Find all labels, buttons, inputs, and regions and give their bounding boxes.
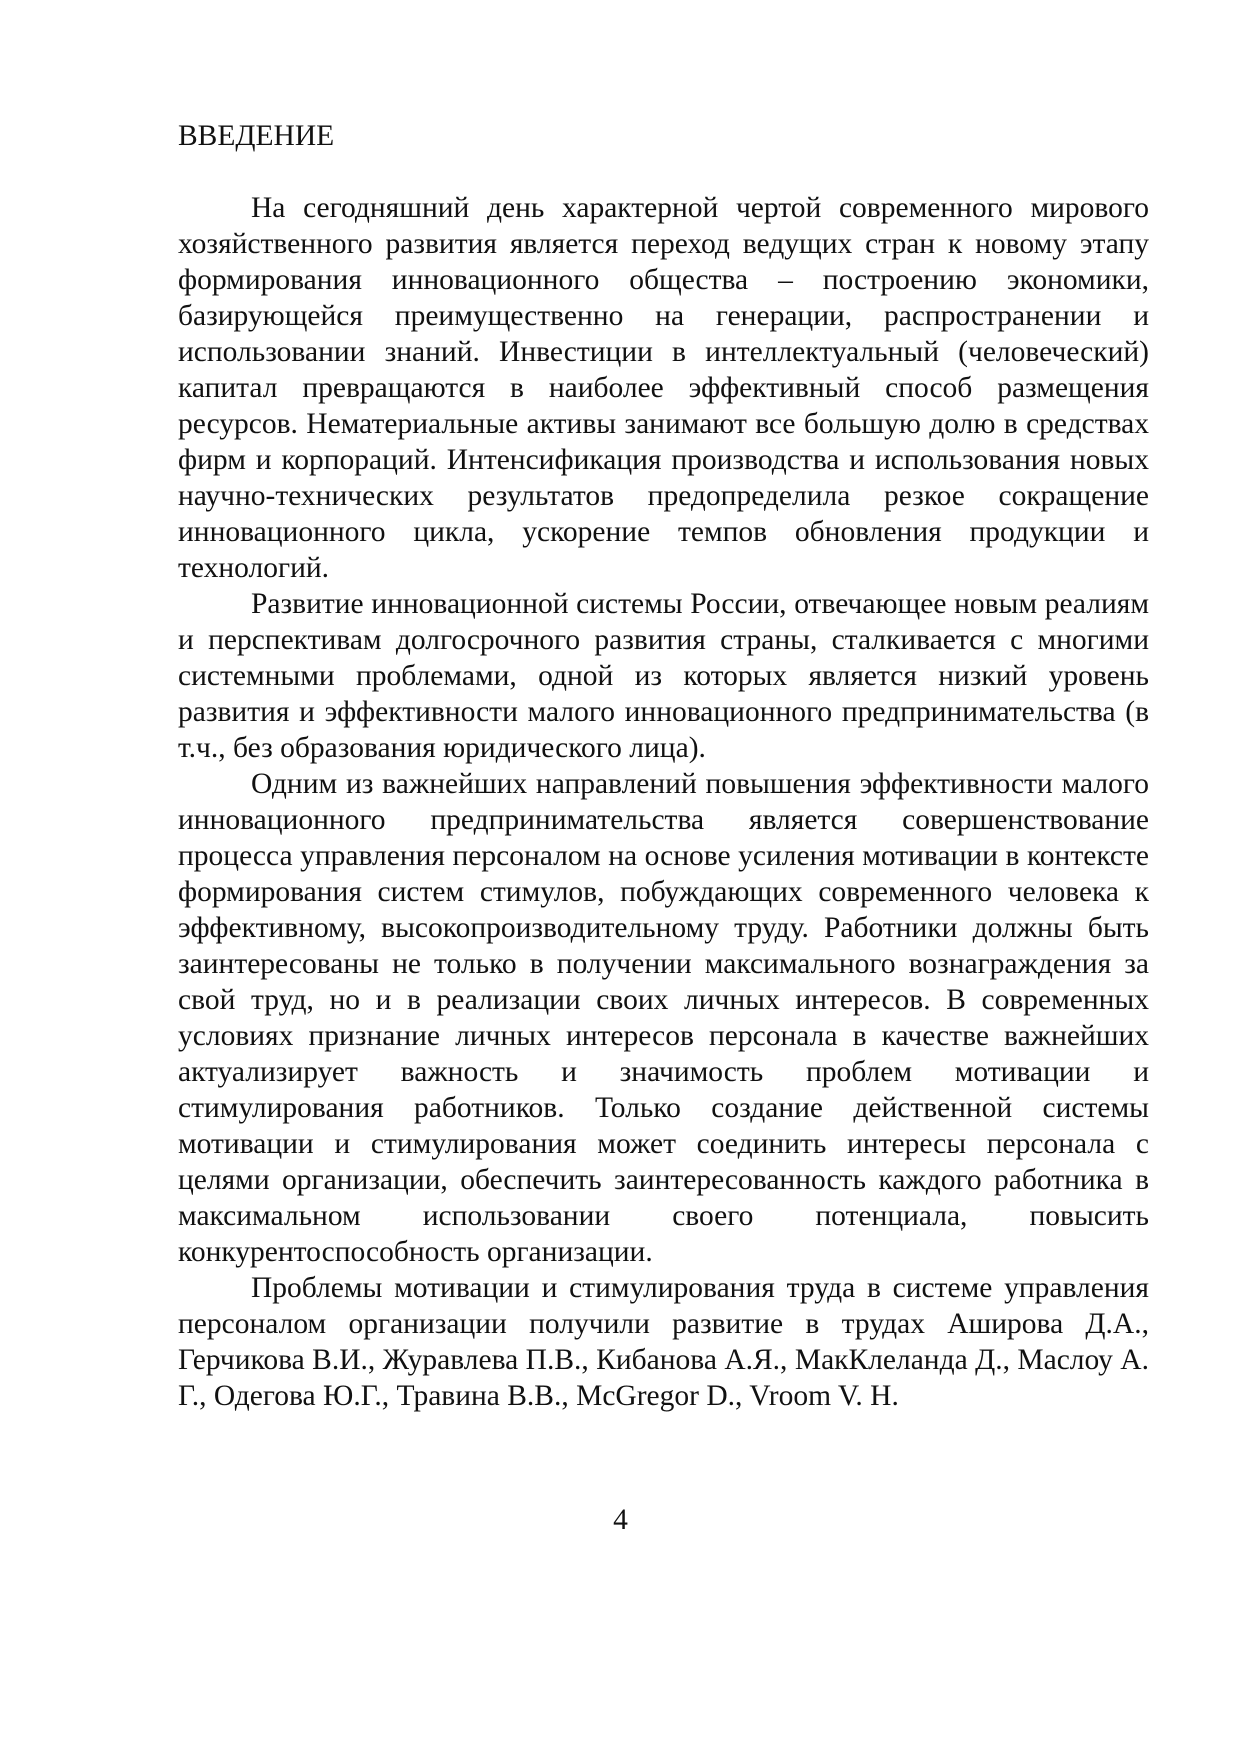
paragraph-2: Развитие инновационной системы России, отвечающее новым реалиям и перспективам долгосрочного развития страны, сталкивается с многими системными проблемами, одной из которых является низкий уровень развития и эффективности малого инновационного предпринимательства (в т.ч., без образования юридического лица). (178, 588, 1149, 764)
paragraph-1: На сегодняшний день характерной чертой современного мирового хозяйственного развития является переход ведущих стран к новому этапу формирования инновационного общества – построению экономики, базирующейся преимущественно на генерации, распространении и использовании знаний. Инвестиции в интеллектуальный (человеческий) капитал превращаются в наиболее эффективный способ размещения ресурсов. Нематериальные активы занимают все большую долю в средствах фирм и корпораций. Интенсификация производства и использования новых научно-технических результатов предопределила резкое сокращение инновационного цикла, ускорение темпов обновления продукции и технологий. (178, 192, 1149, 584)
paragraph-3: Одним из важнейших направлений повышения эффективности малого инновационного предпринимательства является совершенствование процесса управления персоналом на основе усиления мотивации в контексте формирования систем стимулов, побуждающих современного человека к эффективному, высокопроизводительному труду. Работники должны быть заинтересованы не только в получении максимального вознаграждения за свой труд, но и в реализации своих личных интересов. В современных условиях признание личных интересов персонала в качестве важнейших актуализирует важность и значимость проблем мотивации и стимулирования работников. Только создание действенной системы мотивации и стимулирования может соединить интересы персонала с целями организации, обеспечить заинтересованность каждого работника в максимальном использовании своего потенциала, повысить конкурентоспособность организации. (178, 768, 1149, 1268)
page-number: 4 (613, 1504, 628, 1536)
paragraph-4: Проблемы мотивации и стимулирования труда в системе управления персоналом организации получили развитие в трудах Аширова Д.А., Герчикова В.И., Журавлева П.В., Кибанова А.Я., МакКлеланда Д., Маслоу А. Г., Одегова Ю.Г., Травина В.В., McGregor D., Vroom V. H. (178, 1272, 1149, 1412)
page-content (178, 118, 1149, 1414)
section-heading: ВВЕДЕНИЕ (178, 120, 335, 152)
